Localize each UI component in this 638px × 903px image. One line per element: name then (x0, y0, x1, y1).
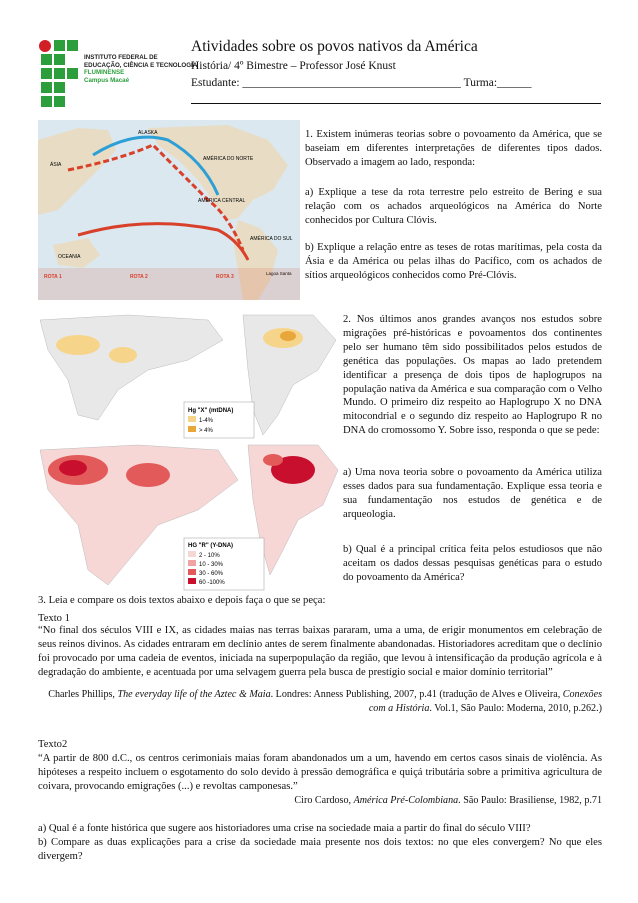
page-subtitle: História/ 4º Bimestre – Professor José Knust (191, 60, 396, 72)
citation-publisher: . São Paulo: Brasiliense, 1982, p.71 (458, 795, 602, 806)
legend-x-title: Hg "X" (mtDNA) (188, 408, 234, 414)
map-label-oceania: OCEANIA (58, 254, 81, 260)
haplogroup-maps (38, 310, 340, 592)
page-title: Atividades sobre os povos nativos da América (191, 38, 478, 55)
migration-routes-map (38, 120, 300, 300)
question-1-intro: 1. Existem inúmeras teorias sobre o povoamento da América, que se baseiam em diferentes interpretações de diferentes tipos dados. Observado a imagem ao lado, responda: (305, 129, 602, 168)
map-label-south-america: AMÉRICA DO SUL (250, 236, 293, 242)
legend-r-item: 60 -100% (199, 580, 225, 586)
legend-r-item: 30 - 60% (199, 571, 224, 577)
question-2-intro: 2. Nos últimos anos grandes avanços nos estudos sobre migrações pré-históricas e povoamentos dos continentes pelo ser humano têm sido possibilitados pelos estudos de genética das populações. Os mapas ao lado pretendem identificar a presença de dois tipos de haplogrupos na população nativa da América e sua comparação com o Velho Mundo. O primeiro diz respeito ao Haplogrupo X no DNA mitocondrial e o segundo diz respeito ao Haplogrupo R no DNA do cromossomo Y. Sobre isso, responda o que se pede: (343, 314, 602, 437)
question-1-b: b) Explique a relação entre as teses de rotas marítimas, pela costa da Ásia e da América ou pelas ilhas do Pacífico, com os achados de sítios arqueológicos conhecidos como Pré-Clóvis. (305, 242, 602, 281)
text-2-body: “A partir de 800 d.C., os centros cerimoniais maias foram abandonados um a um, havendo em certos casos sinais de violência. As hipóteses a respeito incluem o esgotamento do solo devido à pressão demográfica e quiçá tributária sobre a primitiva agricultura de coivara, provocando emigrações (...) e revoltas camponesas.” (38, 753, 602, 792)
legend-x-item: 1-4% (199, 418, 214, 424)
citation-publisher: . Londres: Anness Publishing, 2007, p.41 (tradução de Alves e Oliveira, (270, 689, 563, 700)
logo-line: FLUMINENSE (84, 69, 125, 77)
legend-r-item: 2 - 10% (199, 553, 220, 559)
logo-line: INSTITUTO FEDERAL DE (84, 54, 158, 61)
legend-x-item: > 4% (199, 428, 213, 434)
logo-red-dot (39, 40, 51, 52)
text-1-citation (38, 688, 602, 715)
question-3-intro: 3. Leia e compare os dois textos abaixo e depois faça o que se peça: (38, 595, 326, 606)
question-2-a: a) Uma nova teoria sobre o povoamento da América utiliza esses dados para sua fundamentação. Explique essa teoria e sua fundamentação nos estudos de genética e de arqueologia. (343, 467, 602, 520)
citation-author: Charles Phillips, (48, 689, 118, 700)
map-label-lagoa-santa: Lagoa Santa (266, 271, 292, 276)
logo-text (84, 54, 197, 84)
logo-line: Campus Macaé (84, 76, 130, 84)
text-1-body: “No final dos séculos VIII e IX, as cidades maias nas terras baixas pararam, uma a uma, de erigir monumentos em celebração de seus reinos divinos. As cidades entraram em declínio antes de serem finalmente abandonadas. Historiadores acreditam que o declínio foi provocado por uma cadeia de eventos, iniciada na superpopulação da região, que levou à intensificação da produção agrícola e à degradação do ambiente, e acentuada por uma selvagem guerra pela busca de prestígio social e maior domínio territorial” (38, 625, 602, 678)
text-2-label: Texto2 (38, 739, 68, 750)
map-label-asia: ÁSIA (50, 162, 62, 168)
text-1-label: Texto 1 (38, 613, 70, 624)
question-1-a: a) Explique a tese da rota terrestre pelo estreito de Bering e sua relação com os achados arqueológicos na América do Norte conhecidos por Cultura Clóvis. (305, 187, 602, 226)
map-label-central-america: AMÉRICA CENTRAL (198, 198, 246, 204)
map-label-alaska: ALASKA (138, 130, 158, 136)
question-3-a: a) Qual é a fonte histórica que sugere aos historiadores uma crise na sociedade maia a partir do final do século VIII? (38, 823, 531, 834)
map-legend-route1: ROTA 1 (44, 274, 62, 280)
header-divider (191, 103, 601, 104)
citation-work-2: Conexões com a História (368, 689, 602, 714)
question-2-b: b) Qual é a principal crítica feita pelos estudiosos que não aceitam os dados dessas pesquisas genéticas para o estudo do povoamento da América? (343, 544, 602, 583)
legend-r-title: HG "R" (Y-DNA) (188, 543, 234, 549)
map-legend-route2: ROTA 2 (130, 274, 148, 280)
citation-author: Ciro Cardoso, (294, 795, 354, 806)
question-3-b: b) Compare as duas explicações para a crise da sociedade maia presente nos dois textos: no que eles convergem? No que eles divergem? (38, 837, 602, 862)
map-label-north-america: AMÉRICA DO NORTE (203, 156, 254, 162)
text-2-citation (38, 795, 602, 806)
student-line: Estudante: ______________________________________ Turma:______ (191, 77, 532, 89)
citation-end: . Vol.1, São Paulo: Moderna, 2010, p.262.) (429, 702, 602, 714)
logo-line: EDUCAÇÃO, CIÊNCIA E TECNOLOGIA (84, 61, 198, 69)
legend-r-item: 10 - 30% (199, 562, 224, 568)
map-legend-route3: ROTA 3 (216, 274, 234, 280)
citation-work: América Pré-Colombiana (353, 795, 459, 806)
citation-work: The everyday life of the Aztec & Maia (117, 689, 271, 700)
